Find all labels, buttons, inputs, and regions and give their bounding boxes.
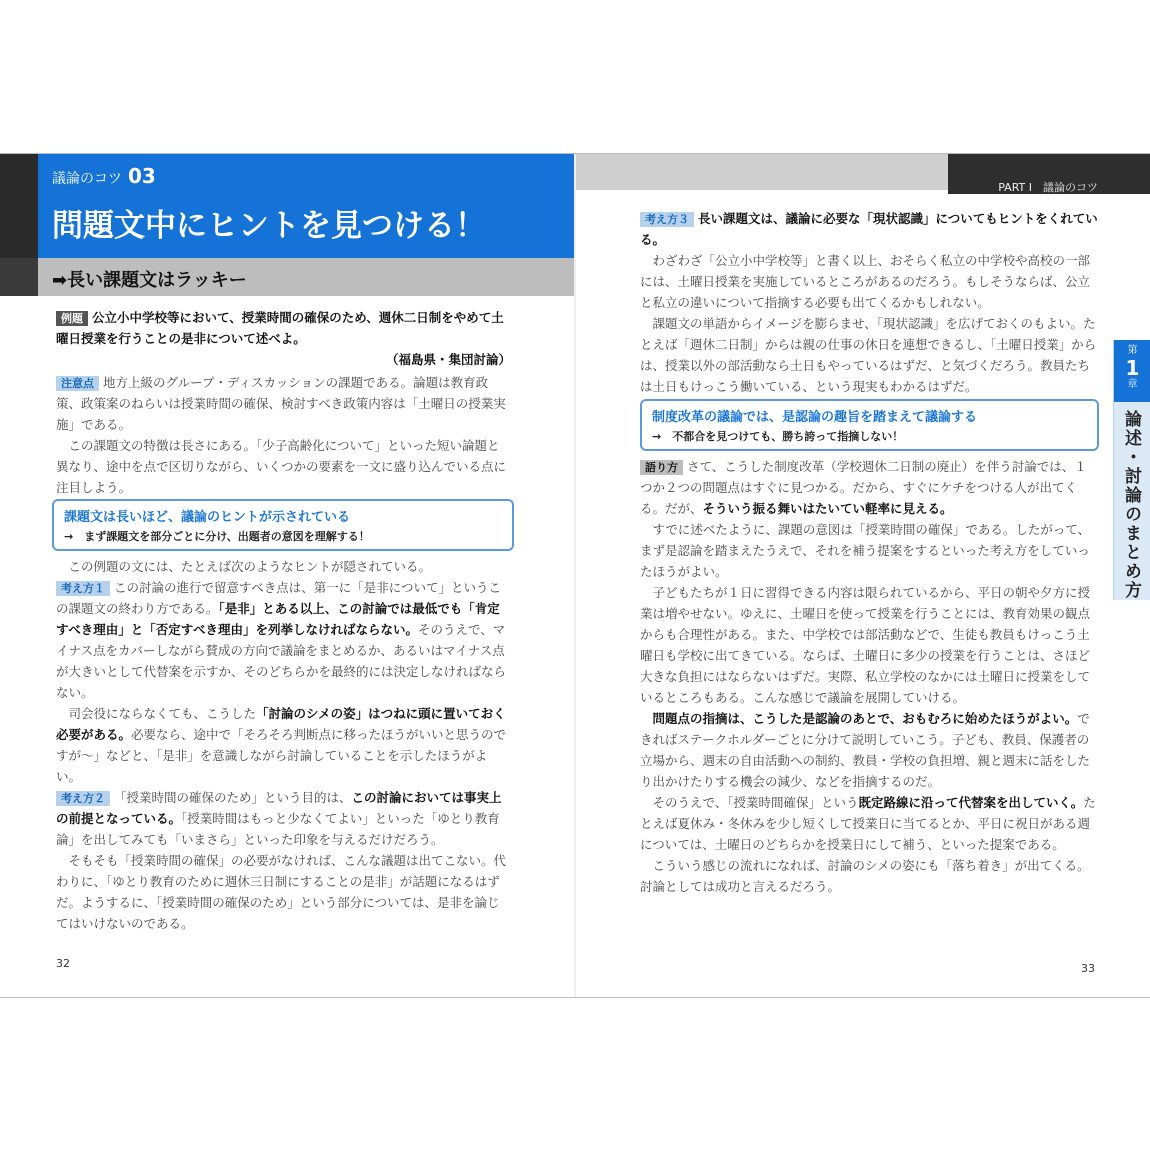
chapter-suffix: 章 (1127, 379, 1138, 390)
subtitle-band (38, 258, 574, 296)
chapter-prefix: 第 (1127, 345, 1138, 356)
k2-text-a: 「授業時間の確保のため」という目的は、 (114, 790, 352, 805)
right-para-1: わざわざ「公立小中学校等」と書く以上、おそらく私立の中学校や高校の一部には、土曜日授業を実施しているところがあるのだろう。もしそうならば、公立と私立の違いについて指摘する必要も出てくるかもしれない。 (640, 253, 1091, 310)
talk-tag: 語り方 (640, 460, 683, 475)
tip-number: 03 (128, 164, 156, 188)
book-spread (0, 153, 1150, 998)
part-label: PART Ⅰ 議論のコツ (998, 181, 1098, 194)
chapter-tab (1113, 340, 1150, 600)
chapter-number (1114, 340, 1150, 402)
hint-callout (52, 499, 514, 551)
left-body-bottom (56, 556, 511, 934)
right-header-dark (948, 154, 1150, 194)
k3-tag: 考え方３ (640, 212, 694, 227)
right-para-4: 子どもたちが１日に習得できる内容は限られているから、平日の朝や夕方に授業は増やせない。ゆえに、土曜日を使って授業を行うことには、教育効果の観点からも合理性がある。また、中学校では部活動などで、生徒も教員もけっこう土曜日も学校に出てきている。ならば、土曜日に多少の授業を行うことは、さほど大きな負担にはならないはずだ。実際、私立学校のなかには土曜日に授業をしているところもある。こんな感じで議論を展開していける。 (640, 585, 1091, 705)
header-dark-block (0, 154, 38, 258)
left-para-2: この例題の文には、たとえば次のようなヒントが隠されている。 (68, 559, 432, 574)
para6-a: そのうえで、「授業時間確保」という (652, 795, 859, 810)
para6-b: 既定路線に沿って代替案を出していく。 (858, 795, 1084, 810)
reform-callout-sub: → 不都合を見つけても、勝ち誇って指摘しない！ (652, 430, 904, 443)
page-title: 問題文中にヒントを見つける！ (52, 208, 486, 244)
para3-c: 必要なら、途中で「そろそろ判断点に移ったほうがいいと思うのですが～」などと、「是非」を意識しながら討論していることを示したほうがよい。 (56, 727, 507, 784)
chapter-title: 論述・討論のまとめ方 (1121, 410, 1141, 600)
right-para-3: すでに述べたように、課題の意図は「授業時間の確保」である。したがって、まず是認論を踏まえたうえで、それを補う提案をするといった考え方をしていったほうがよい。 (640, 522, 1091, 579)
k2-text-c: 「授業時間はもっと少なくてよい」といった「ゆとり教育論」を出してみても「いまさら」といった印象を与えるだけだろう。 (56, 811, 500, 847)
k2-text-b: この討論においては事実上の前提となっている。 (56, 790, 502, 826)
example-block (56, 307, 511, 370)
right-header-band (576, 154, 948, 190)
right-body-top (640, 208, 1098, 397)
subtitle: ➡長い課題文はラッキー (52, 270, 247, 291)
para3-a: 司会役にならなくても、こうした (68, 706, 257, 721)
example-source: （福島県・集団討論） (385, 352, 511, 367)
page-header (38, 154, 574, 258)
talk-text-b: そういう振る舞いはたいてい軽率に見える。 (702, 501, 953, 516)
para7-a: こういう感じの流れになれば、討論のシメの姿にも「落ち着き」が出てくる。 (652, 858, 1090, 873)
example-tag: 例題 (56, 311, 88, 326)
right-body-bottom (640, 456, 1098, 897)
chapter-num: 1 (1125, 356, 1140, 380)
note-tag: 注意点 (56, 376, 99, 391)
page-number-right: 33 (1081, 962, 1095, 975)
k1-text-c: そのうえで、マイナス点をカバーしながら賛成の方向で議論をまとめるか、あるいはマイナス点が大きいとして代替案を示すか、そのどちらかを最終的には決定しなければならない。 (56, 622, 507, 700)
k2-tag: 考え方２ (56, 791, 110, 806)
k1-text-b: 「是非」とある以上、この討論では最低でも「肯定すべき理由」と「否定すべき理由」を列挙しなければならない。 (56, 601, 500, 637)
para7-b: 討論としては成功と言えるだろう。 (640, 879, 841, 894)
gutter (574, 154, 576, 997)
right-para-2: 課題文の単語からイメージを膨らませ、「現状認識」を広げておくのもよい。たとえば「週休二日制」からは親の仕事の休日を連想できるし、「土曜日授業」からは、授業以外の部活動なら土日もやっているはずだ、と気づくだろう。教員たちは土日もけっこう働いている、という現実もわかるはずだ。 (640, 316, 1097, 394)
para6-c: たとえば夏休み・冬休みを少し短くして授業日に当てるとか、平日に祝日がある週については、土曜日のどちらかを授業日にして補う、といった提案である。 (640, 795, 1096, 852)
callout-sub: → まず課題文を部分ごとに分け、出題者の意図を理解する！ (64, 530, 370, 543)
talk-text-a: さて、こうした制度改革（学校週休二日制の廃止）を伴う討論では、１つか２つの問題点はすぐに見つかる。だから、すぐにケチをつける人が出てくる。だが、 (640, 459, 1087, 516)
tip-label (52, 164, 156, 188)
reform-callout (640, 399, 1099, 451)
para5-c: できればステークホルダーごとに分けて説明していこう。子ども、教員、保護者の立場から、週末の自由活動への制約、教員・学校の負担増、親と週末に話をしたり出かけたりする機会の減少、などを指摘するのだ。 (640, 711, 1091, 789)
example-text: 公立小中学校等において、授業時間の確保のため、週休二日制をやめて土曜日授業を行うことの是非について述べよ。 (56, 310, 504, 346)
para5-b: 問題点の指摘は、こうした是認論のあとで、おもむろに始めたほうがよい。 (652, 711, 1078, 726)
tip-label-text: 議論のコツ (52, 171, 122, 187)
callout-title: 課題文は長いほど、議論のヒントが示されている (64, 510, 351, 525)
k1-tag: 考え方１ (56, 581, 110, 596)
k3-head: 長い課題文は、議論に必要な「現状認識」についてもヒントをくれている。 (640, 211, 1098, 247)
left-para-1: この課題文の特徴は長さにある。「少子高齢化について」といった短い論題と異なり、途中を点で区切りながら、いくつかの要素を一文に盛り込んでいる点に注目しよう。 (56, 438, 507, 495)
para3-b: 「討論のシメの姿」はつねに頭に置いておく必要がある。 (56, 706, 506, 742)
left-body-top (56, 372, 511, 498)
subtitle-dark-block (0, 258, 38, 296)
reform-callout-title: 制度改革の議論では、是認論の趣旨を踏まえて議論する (652, 410, 978, 425)
left-para-4: そもそも「授業時間の確保」の必要がなければ、こんな議題は出てこない。代わりに、「ゆとり教育のために週休三日制にすることの是非」が話題になるはずだ。ようするに、「授業時間の確保のため」という部分については、是非を論じてはいけないのである。 (56, 853, 507, 931)
page-number-left: 32 (56, 957, 70, 970)
k1-text-a: この討論の進行で留意すべき点は、第一に「是非について」というこの課題文の終わり方である。 (56, 580, 502, 616)
note-text: 地方上級のグループ・ディスカッションの課題である。論題は教育政策、政策案のねらいは授業時間の確保、検討すべき政策内容は「土曜日の授業実施」である。 (56, 375, 506, 432)
